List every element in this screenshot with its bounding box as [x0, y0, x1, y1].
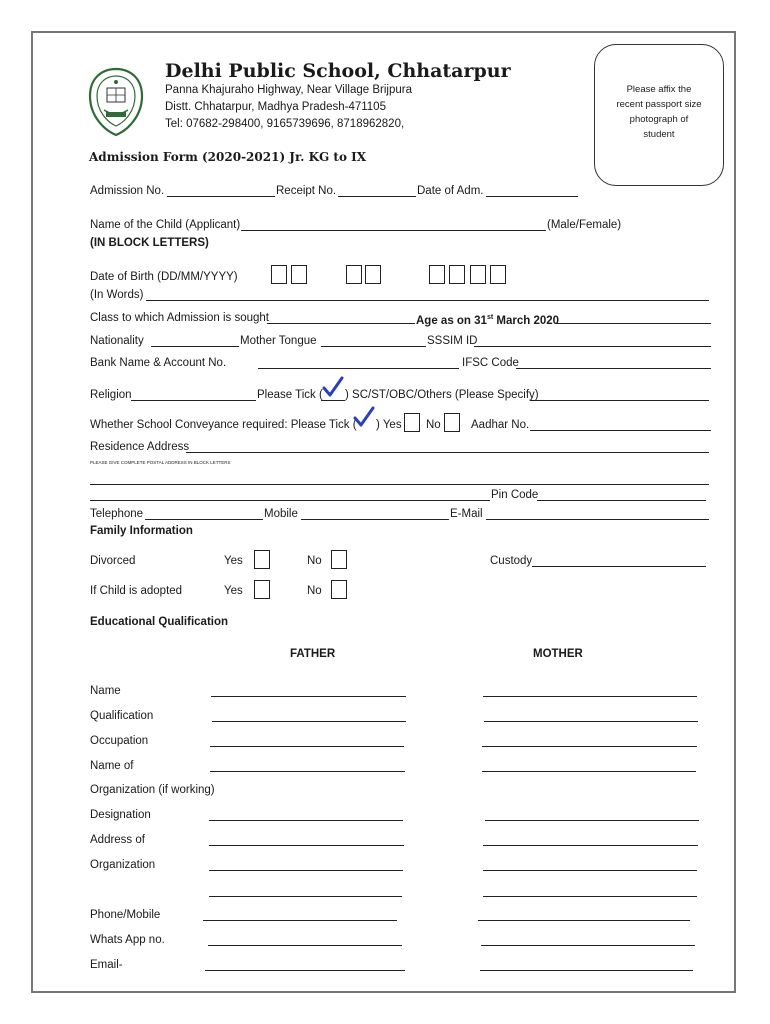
dob-year-box-4[interactable]	[490, 265, 506, 284]
mobile-label: Mobile	[264, 508, 298, 520]
checkmark-icon	[321, 375, 345, 399]
dob-year-box-3[interactable]	[470, 265, 486, 284]
father-field[interactable]	[209, 896, 402, 897]
family-heading: Family Information	[90, 525, 193, 537]
divorced-no-label: No	[307, 555, 322, 567]
mobile-field[interactable]	[301, 519, 449, 520]
admission-no-label: Admission No.	[90, 185, 165, 197]
custody-field[interactable]	[532, 566, 706, 567]
adopted-no-checkbox[interactable]	[331, 580, 347, 599]
dob-day-box-2[interactable]	[291, 265, 307, 284]
education-row-label: Organization	[90, 859, 156, 871]
category-tick-field[interactable]	[321, 400, 345, 401]
nationality-label: Nationality	[90, 335, 144, 347]
mother-field[interactable]	[483, 845, 698, 846]
education-row-label: Qualification	[90, 710, 154, 722]
conveyance-yes-label: ) Yes	[376, 419, 402, 431]
education-row-label: Name of	[90, 760, 134, 772]
custody-label: Custody	[490, 555, 533, 567]
mother-field[interactable]	[483, 870, 697, 871]
father-field[interactable]	[210, 771, 405, 772]
aadhar-label: Aadhar No.	[471, 419, 530, 431]
divorced-no-checkbox[interactable]	[331, 550, 347, 569]
conveyance-yes-checkbox[interactable]	[404, 413, 420, 432]
class-sought-label: Class to which Admission is sought	[90, 312, 269, 324]
father-field[interactable]	[209, 870, 403, 871]
adopted-label: If Child is adopted	[90, 585, 183, 597]
mother-field[interactable]	[482, 771, 696, 772]
education-row-label: Whats App no.	[90, 934, 165, 946]
mother-field[interactable]	[485, 820, 699, 821]
school-logo-icon	[86, 66, 146, 138]
dob-day-box-1[interactable]	[271, 265, 287, 284]
email-label: E-Mail	[450, 508, 483, 520]
mother-column-header: MOTHER	[533, 648, 583, 660]
gender-label: (Male/Female)	[547, 219, 622, 231]
please-tick-label: Please Tick (	[257, 389, 323, 401]
block-letters-note: (IN BLOCK LETTERS)	[90, 237, 209, 249]
education-row-label: Occupation	[90, 735, 149, 747]
receipt-no-label: Receipt No.	[276, 185, 337, 197]
mother-field[interactable]	[483, 696, 697, 697]
dob-month-box-2[interactable]	[365, 265, 381, 284]
father-field[interactable]	[211, 696, 406, 697]
divorced-yes-label: Yes	[224, 555, 243, 567]
postal-note: PLEASE GIVE COMPLETE POSTAL ADDRESS IN BLOCK LETTERS	[90, 460, 231, 465]
mother-field[interactable]	[482, 746, 697, 747]
father-field[interactable]	[203, 920, 397, 921]
education-row-label: Name	[90, 685, 121, 697]
education-row-label: Organization (if working)	[90, 784, 215, 796]
divorced-label: Divorced	[90, 555, 136, 567]
category-specify-field[interactable]	[530, 400, 709, 401]
child-name-label: Name of the Child (Applicant)	[90, 219, 241, 231]
date-of-adm-field[interactable]	[486, 196, 578, 197]
form-title: Admission Form (2020-2021) Jr. KG to IX	[89, 150, 367, 164]
telephone-label: Telephone	[90, 508, 144, 520]
address-line-2: Distt. Chhatarpur, Madhya Pradesh-471105	[165, 101, 386, 113]
address-line-1: Panna Khajuraho Highway, Near Village Brijpura	[165, 84, 412, 96]
email-field[interactable]	[486, 519, 709, 520]
telephone-field[interactable]	[145, 519, 263, 520]
date-of-adm-label: Date of Adm.	[417, 185, 484, 197]
father-field[interactable]	[209, 820, 403, 821]
telephone-line: Tel: 07682-298400, 9165739696, 8718962820,	[165, 118, 405, 130]
education-row-label: Phone/Mobile	[90, 909, 161, 921]
father-field[interactable]	[208, 945, 402, 946]
conveyance-no-checkbox[interactable]	[444, 413, 460, 432]
ifsc-field[interactable]	[516, 368, 711, 369]
divorced-yes-checkbox[interactable]	[254, 550, 270, 569]
bank-label: Bank Name & Account No.	[90, 357, 227, 369]
photo-note-line-4: student	[643, 129, 675, 140]
residence-field-line-2[interactable]	[90, 484, 709, 485]
adopted-yes-label: Yes	[224, 585, 243, 597]
father-field[interactable]	[209, 845, 404, 846]
aadhar-field[interactable]	[530, 430, 711, 431]
education-row-label: Designation	[90, 809, 151, 821]
education-heading: Educational Qualification	[90, 616, 229, 628]
pin-code-field[interactable]	[537, 500, 706, 501]
bank-field[interactable]	[258, 368, 459, 369]
child-name-field[interactable]	[241, 230, 546, 231]
age-as-on-label: Age as on 31st March 2020	[416, 314, 560, 327]
father-field[interactable]	[210, 746, 404, 747]
dob-year-box-2[interactable]	[449, 265, 465, 284]
age-field[interactable]	[556, 323, 711, 324]
sssim-id-field[interactable]	[474, 346, 711, 347]
photo-note-line-2: recent passport size	[616, 99, 702, 110]
father-column-header: FATHER	[290, 648, 336, 660]
in-words-label: (In Words)	[90, 289, 144, 301]
education-row-label: Email-	[90, 959, 123, 971]
dob-month-box-1[interactable]	[346, 265, 362, 284]
dob-year-box-1[interactable]	[429, 265, 445, 284]
education-row-label: Address of	[90, 834, 145, 846]
nationality-field[interactable]	[151, 346, 239, 347]
mother-tongue-field[interactable]	[321, 346, 426, 347]
father-field[interactable]	[205, 970, 405, 971]
mother-tongue-label: Mother Tongue	[240, 335, 317, 347]
pin-code-label: Pin Code	[491, 489, 539, 501]
dob-in-words-field[interactable]	[146, 300, 709, 301]
adopted-yes-checkbox[interactable]	[254, 580, 270, 599]
mother-field[interactable]	[481, 945, 695, 946]
mother-field[interactable]	[478, 920, 690, 921]
conveyance-no-label: No	[426, 419, 441, 431]
admission-no-field[interactable]	[167, 196, 275, 197]
mother-field[interactable]	[480, 970, 693, 971]
residence-field-line-1[interactable]	[186, 452, 709, 453]
ifsc-label: IFSC Code	[462, 357, 519, 369]
photo-note-line-1: Please affix the	[626, 84, 692, 95]
receipt-no-field[interactable]	[338, 196, 416, 197]
school-name: Delhi Public School, Chhatarpur	[165, 60, 511, 82]
class-sought-field[interactable]	[267, 323, 415, 324]
residence-label: Residence Address	[90, 441, 190, 453]
checkmark-icon	[352, 405, 376, 429]
photo-note-line-3: photograph of	[629, 114, 689, 125]
category-label: ) SC/ST/OBC/Others (Please Specify)	[345, 389, 539, 401]
residence-field-line-3[interactable]	[90, 500, 490, 501]
mother-field[interactable]	[483, 896, 697, 897]
religion-label: Religion	[90, 389, 132, 401]
photo-box	[594, 44, 724, 186]
conveyance-label: Whether School Conveyance required: Please Tick (	[90, 419, 357, 431]
dob-label: Date of Birth (DD/MM/YYYY)	[90, 271, 238, 283]
mother-field[interactable]	[484, 721, 698, 722]
father-field[interactable]	[212, 721, 406, 722]
adopted-no-label: No	[307, 585, 322, 597]
religion-field[interactable]	[131, 400, 256, 401]
sssim-id-label: SSSIM ID	[427, 335, 478, 347]
